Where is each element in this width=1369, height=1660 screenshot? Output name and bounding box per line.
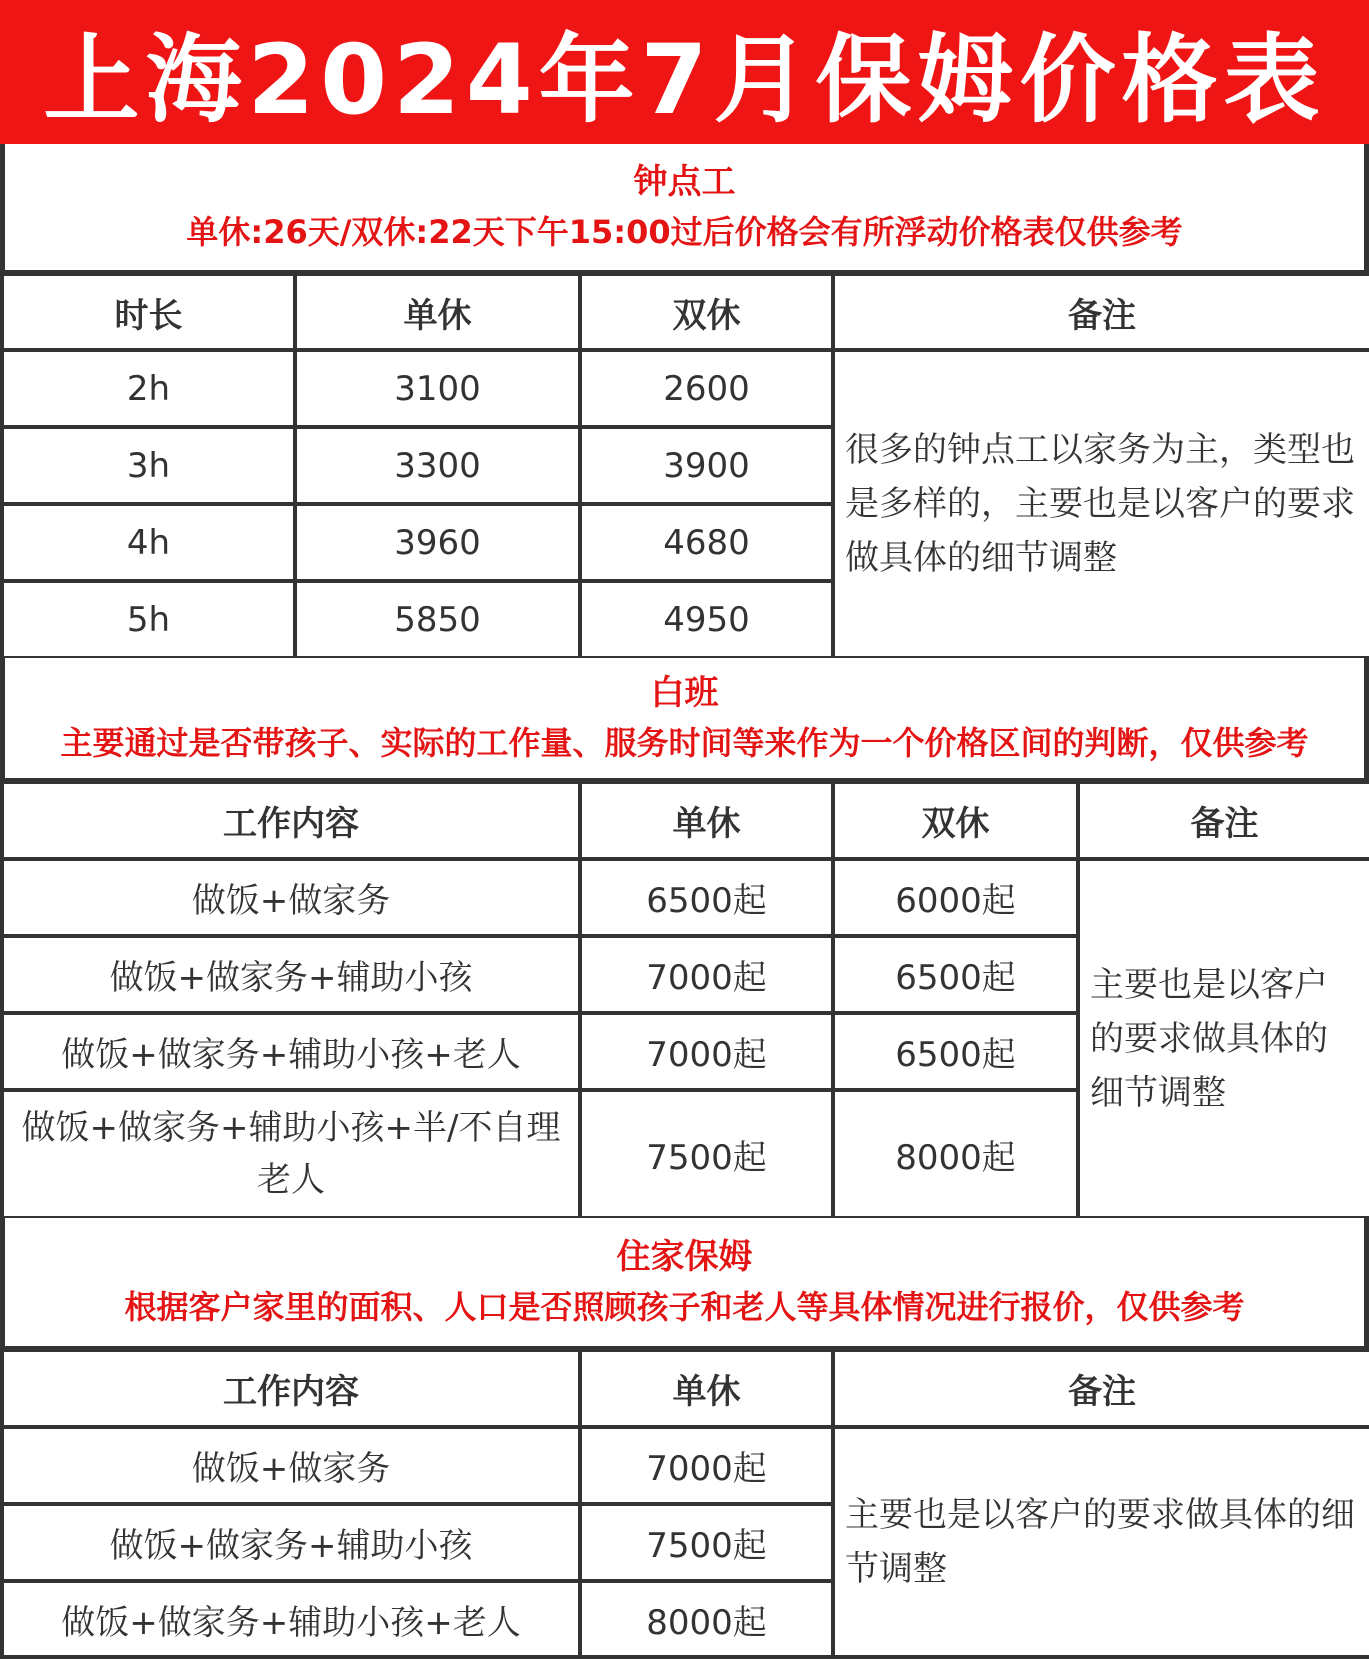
single-rest-price: 7000起 (580, 1427, 833, 1504)
single-rest-price: 7000起 (580, 1013, 833, 1090)
duration-cell: 5h (2, 581, 295, 658)
column-header-double-rest: 双休 (580, 274, 833, 350)
daytime-section-header (0, 658, 1369, 782)
table-header-row (2, 1350, 1369, 1427)
single-rest-price: 8000起 (580, 1581, 833, 1657)
work-content-cell: 做饭+做家务+辅助小孩+老人 (2, 1581, 580, 1657)
double-rest-price: 4950 (580, 581, 833, 658)
column-header-remark: 备注 (833, 1350, 1369, 1427)
work-content-cell: 做饭+做家务+辅助小孩+老人 (2, 1013, 580, 1090)
daytime-section-note: 主要通过是否带孩子、实际的工作量、服务时间等来作为一个价格区间的判断，仅供参考 (60, 724, 1309, 762)
double-rest-price: 6000起 (833, 859, 1078, 936)
single-rest-price: 5850 (295, 581, 580, 658)
double-rest-price: 2600 (580, 350, 833, 427)
single-rest-price: 3100 (295, 350, 580, 427)
column-header-single-rest: 单休 (580, 1350, 833, 1427)
table-row (2, 859, 1369, 936)
work-content-cell: 做饭+做家务+辅助小孩 (2, 1504, 580, 1581)
table-row (2, 350, 1369, 427)
work-content-cell: 做饭+做家务+辅助小孩+半/不自理老人 (2, 1090, 580, 1218)
livein-price-table (0, 1348, 1369, 1659)
column-header-remark: 备注 (833, 274, 1369, 350)
duration-cell: 3h (2, 427, 295, 504)
duration-cell: 2h (2, 350, 295, 427)
hourly-remark: 很多的钟点工以家务为主，类型也是多样的，主要也是以客户的要求做具体的细节调整 (833, 350, 1369, 658)
column-header-remark: 备注 (1078, 782, 1369, 859)
table-header-row (2, 782, 1369, 859)
column-header-single-rest: 单休 (580, 782, 833, 859)
livein-section-note: 根据客户家里的面积、人口是否照顾孩子和老人等具体情况进行报价，仅供参考 (124, 1288, 1245, 1326)
work-content-cell: 做饭+做家务 (2, 1427, 580, 1504)
table-row (2, 1427, 1369, 1504)
single-rest-price: 3960 (295, 504, 580, 581)
table-header-row (2, 274, 1369, 350)
single-rest-price: 7000起 (580, 936, 833, 1013)
double-rest-price: 3900 (580, 427, 833, 504)
hourly-section-note: 单休:26天/双休:22天下午15:00过后价格会有所浮动价格表仅供参考 (186, 213, 1183, 251)
hourly-section-title: 钟点工 (633, 162, 736, 202)
hourly-section-header (0, 144, 1369, 274)
column-header-single-rest: 单休 (295, 274, 580, 350)
daytime-section-title: 白班 (650, 673, 719, 713)
daytime-remark: 主要也是以客户的要求做具体的细节调整 (1078, 859, 1369, 1218)
work-content-cell: 做饭+做家务+辅助小孩 (2, 936, 580, 1013)
work-content-cell: 做饭+做家务 (2, 859, 580, 936)
double-rest-price: 6500起 (833, 1013, 1078, 1090)
double-rest-price: 4680 (580, 504, 833, 581)
hourly-price-table (0, 272, 1369, 660)
single-rest-price: 6500起 (580, 859, 833, 936)
double-rest-price: 8000起 (833, 1090, 1078, 1218)
column-header-work-content: 工作内容 (2, 782, 580, 859)
page-title: 上海2024年7月保姆价格表 (0, 0, 1369, 144)
single-rest-price: 7500起 (580, 1504, 833, 1581)
duration-cell: 4h (2, 504, 295, 581)
livein-section-title: 住家保姆 (616, 1237, 753, 1277)
column-header-work-content: 工作内容 (2, 1350, 580, 1427)
column-header-double-rest: 双休 (833, 782, 1078, 859)
livein-section-header (0, 1218, 1369, 1350)
single-rest-price: 3300 (295, 427, 580, 504)
daytime-price-table (0, 780, 1369, 1220)
double-rest-price: 6500起 (833, 936, 1078, 1013)
column-header-duration: 时长 (2, 274, 295, 350)
single-rest-price: 7500起 (580, 1090, 833, 1218)
livein-remark: 主要也是以客户的要求做具体的细节调整 (833, 1427, 1369, 1657)
